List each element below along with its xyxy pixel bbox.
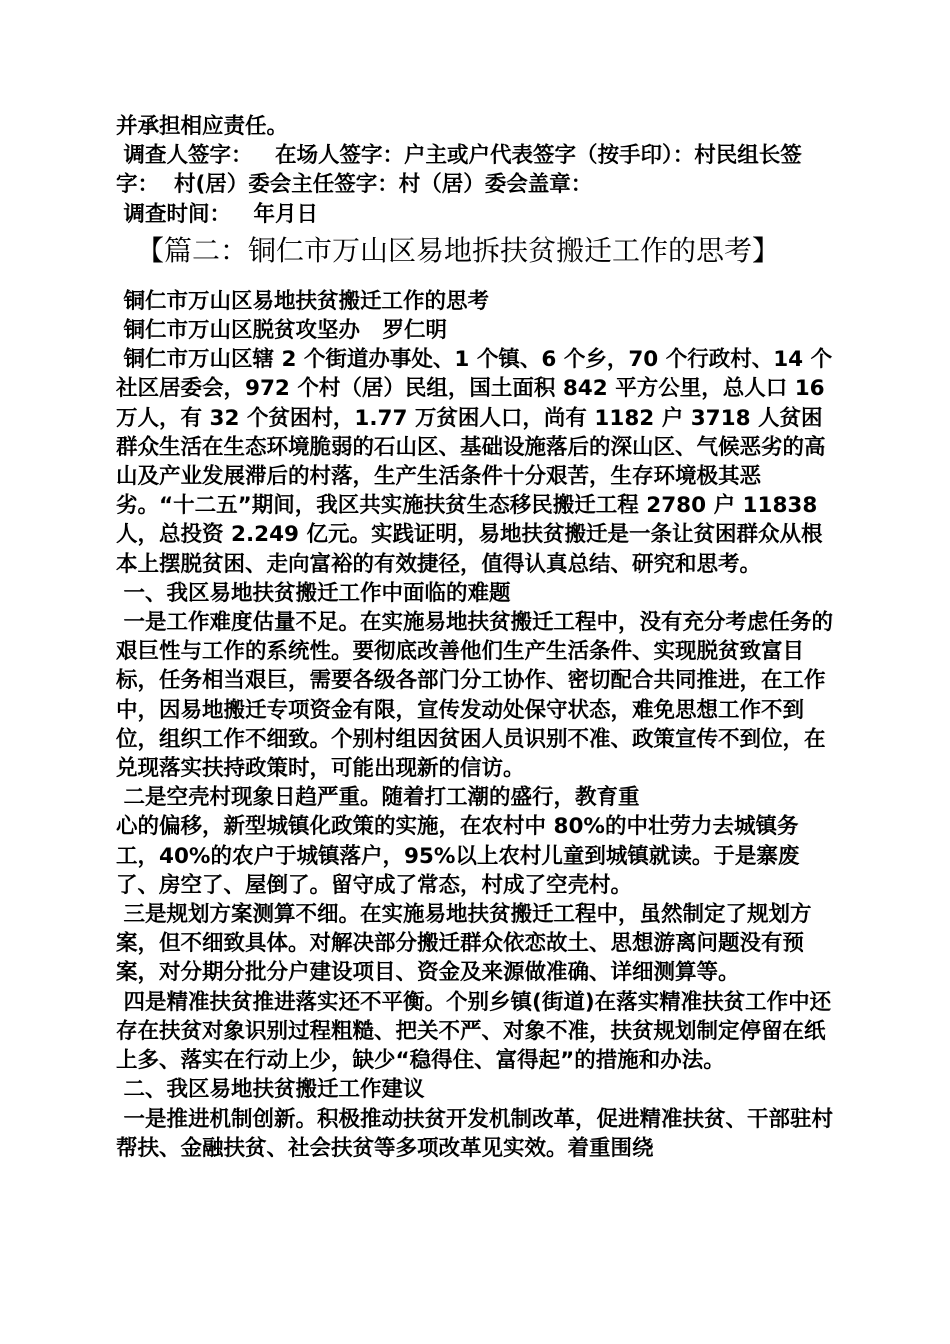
paragraph-one: 一是工作难度估量不足。在实施易地扶贫搬迁工程中，没有充分考虑任务的艰巨性与工作的系统性。要彻底改善他们生产生活条件、实现脱贫致富目标，任务相当艰巨，需要各级各部门分工协作、密切配合共同推进，在工作中，因易地搬迁专项资金有限，宣传发动处保守状态，难免思想工作不到位，组织工作不细致。个别村组因贫困人员识别不准、政策宣传不到位，在兑现落实扶持政策时，可能出现新的信访。 [116,610,834,782]
article-title: 铜仁市万山区易地扶贫搬迁工作的思考 [116,288,490,314]
section-title: 【篇二：铜仁市万山区易地拆扶贫搬迁工作的思考】 [136,233,781,267]
author-line: 铜仁市万山区脱贫攻坚办 罗仁明 [116,318,447,344]
heading-suggestions: 二、我区易地扶贫搬迁工作建议 [116,1077,425,1103]
paragraph-two-rest: 心的偏移，新型城镇化政策的实施，在农村中 80%的中壮劳力去城镇务工，40%的农户于城镇落户，95%以上农村儿童到城镇就读。于是寨废了、房空了、屋倒了。留守成了常态，村成了空壳村。 [116,814,800,898]
document-page [116,112,838,1163]
survey-date-line: 调查时间： 年月日 [116,201,318,227]
intro-paragraph: 铜仁市万山区辖 2 个街道办事处、1 个镇、6 个乡，70 个行政村、14 个社区居委会，972 个村（居）民组，国土面积 842 平方公里，总人口 16 万人，有 32 个贫困村，1.77 万贫困人口，尚有 1182 户 3718 人贫困群众生活在生态环境脆弱的石山区、基础设施落后的深山区、气候恶劣的高山及产业发展滞后的村落，生产生活条件十分艰苦，生存环境极其恶劣。“十二五”期间，我区共实施扶贫生态移民搬迁工程 2780 户 11838 人，总投资 2.249 亿元。实践证明，易地扶贫搬迁是一条让贫困群众从根本上摆脱贫困、走向富裕的有效捷径，值得认真总结、研究和思考。 [116,347,833,577]
heading-difficulties: 一、我区易地扶贫搬迁工作中面临的难题 [116,580,511,606]
paragraph-four: 四是精准扶贫推进落实还不平衡。个别乡镇(街道)在落实精准扶贫工作中还存在扶贫对象识别过程粗糙、把关不严、对象不准，扶贫规划制定停留在纸上多、落实在行动上少，缺少“稳得住、富得起”的措施和办法。 [116,989,832,1074]
paragraph-three: 三是规划方案测算不细。在实施易地扶贫搬迁工程中，虽然制定了规划方案，但不细致具体。对解决部分搬迁群众依恋故土、思想游离问题没有预案，对分期分批分户建设项目、资金及来源做准确、详细测算等。 [116,902,812,986]
signature-line: 调查人签字： 在场人签字：户主或户代表签字（按手印）：村民组长签字： 村(居）委会主任签字：村（居）委会盖章： [116,143,802,198]
top-line-1: 并承担相应责任。 [116,114,289,139]
paragraph-two-start: 二是空壳村现象日趋严重。随着打工潮的盛行，教育重 [116,785,640,811]
paragraph-five: 一是推进机制创新。积极推动扶贫开发机制改革，促进精准扶贫、干部驻村帮扶、金融扶贫、社会扶贫等多项改革见实效。着重围绕 [116,1106,834,1161]
